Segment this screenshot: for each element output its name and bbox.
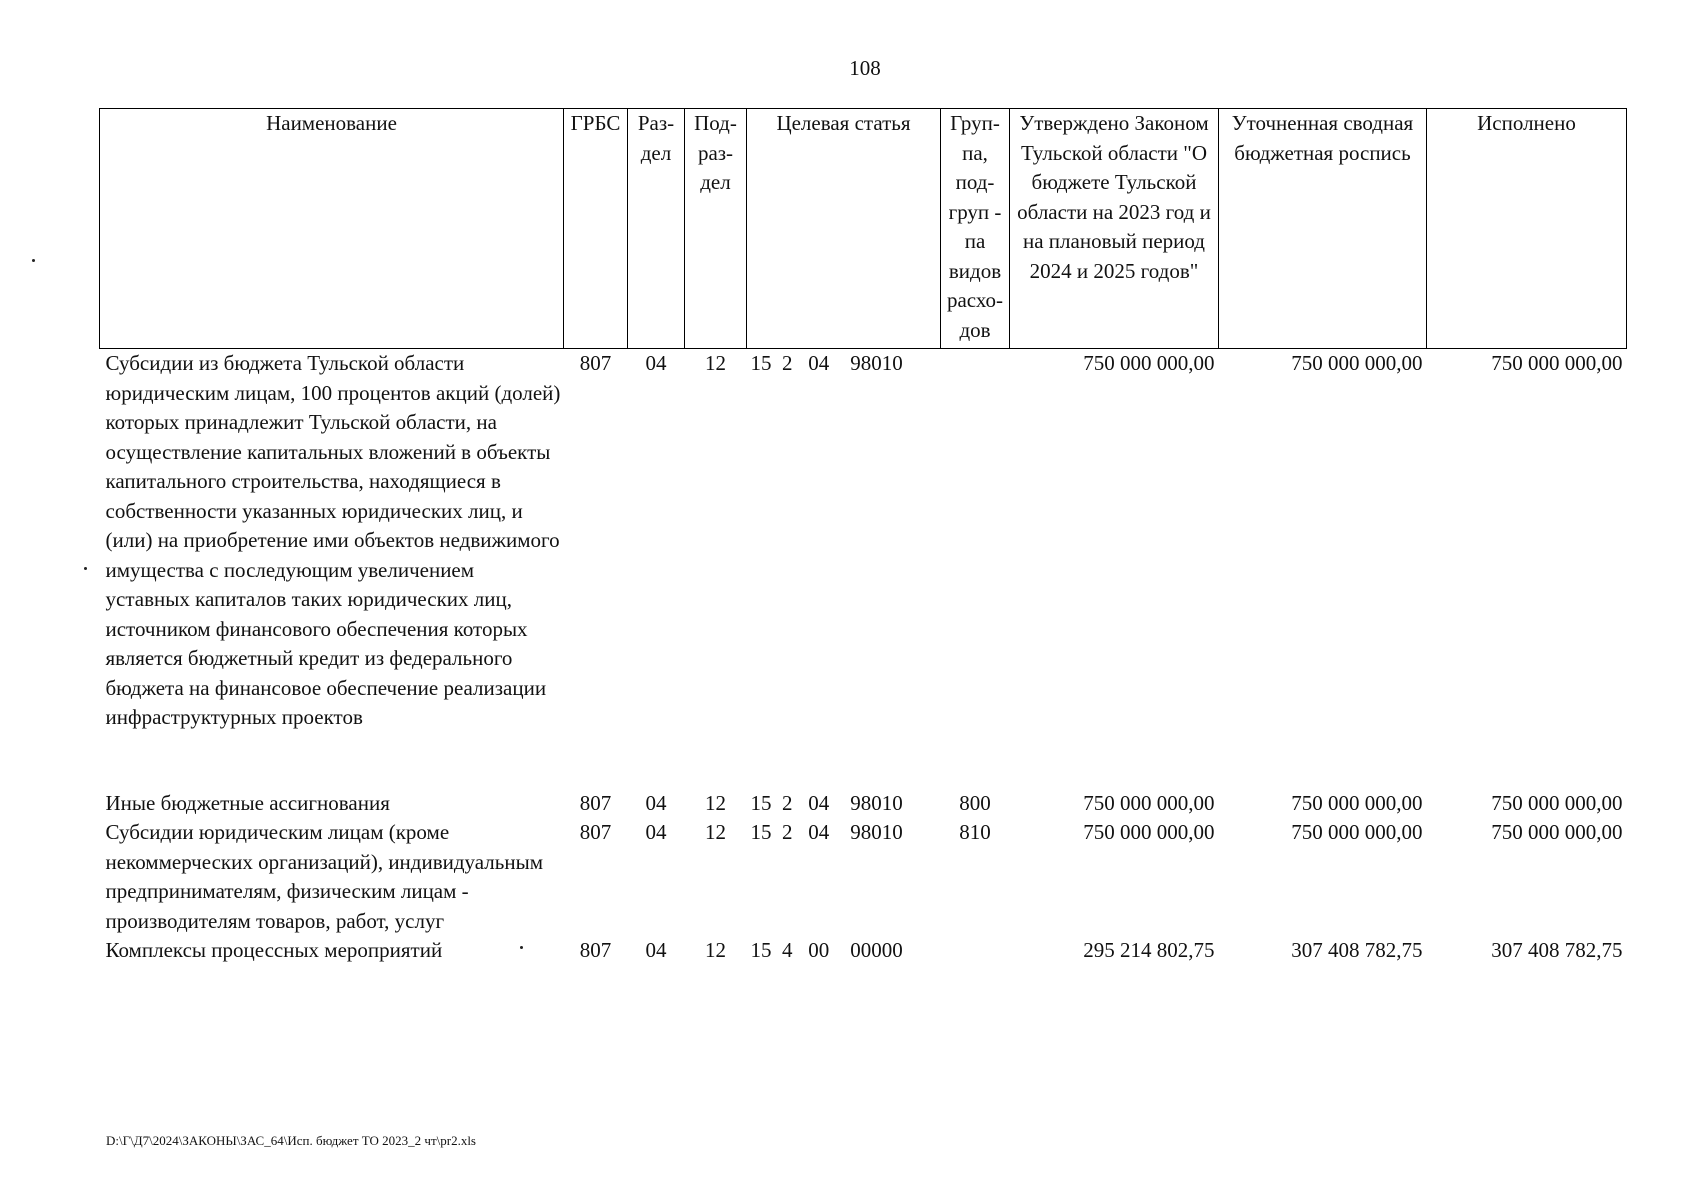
row-target: 15 2 04 98010 — [750, 351, 903, 375]
row-approved: 750 000 000,00 — [1083, 351, 1215, 375]
row-executed: 750 000 000,00 — [1491, 351, 1623, 375]
row-target: 15 2 04 98010 — [750, 790, 903, 815]
row-section: 04 — [645, 820, 667, 844]
spacer-row — [100, 733, 1627, 789]
row-section: 04 — [645, 938, 667, 962]
table-row — [100, 936, 1627, 966]
row-target: 15 4 00 00000 — [750, 938, 903, 962]
row-grbs: 807 — [579, 938, 612, 962]
row-group — [941, 349, 1010, 733]
row-grbs: 807 — [579, 790, 612, 815]
row-subsection: 12 — [705, 938, 726, 962]
row-name: Комплексы процессных мероприятий — [105, 938, 443, 962]
row-subsection: 12 — [705, 351, 726, 375]
row-name: Субсидии из бюджета Тульской области юридическим лицам, 100 процентов акций (долей) которых принадлежит Тульской области, на осуществление капитальных вложений в объекты капитального строительства, находящиеся в собственности указанных юридических лиц, и (или) на приобретение ими объектов недвижимого имущества с последующим увеличением уставных капиталов таких юридических лиц, источником финансового обеспечения которых является бюджетный кредит из федерального бюджета на финансовое обеспечение реализации инфраструктурных проектов — [105, 351, 561, 729]
row-name: Субсидии юридическим лицам (кроме некоммерческих организаций), индивидуальным предпринимателям, физическим лицам - производителям товаров, работ, услуг — [105, 820, 543, 933]
header-section: Раз- дел — [628, 109, 685, 349]
row-target: 15 2 04 98010 — [750, 820, 903, 844]
row-grbs: 807 — [579, 820, 612, 844]
file-path-footer: D:\Г\Д7\2024\ЗАКОНЫ\ЗАС_64\Исп. бюджет ТО 2023_2 чт\pr2.xls — [106, 1133, 476, 1148]
header-name: Наименование — [100, 109, 564, 349]
budget-table — [99, 108, 1627, 966]
row-refined: 750 000 000,00 — [1291, 351, 1423, 375]
header-executed: Исполнено — [1427, 109, 1627, 349]
row-refined: 307 408 782,75 — [1291, 938, 1423, 962]
row-executed: 750 000 000,00 — [1491, 790, 1623, 815]
row-section: 04 — [645, 351, 667, 375]
row-section: 04 — [645, 790, 667, 815]
row-refined: 750 000 000,00 — [1291, 790, 1423, 815]
row-subsection: 12 — [705, 790, 726, 815]
row-subsection: 12 — [705, 820, 726, 844]
scan-speck — [84, 567, 87, 570]
table-row — [100, 349, 1627, 733]
row-approved: 750 000 000,00 — [1083, 790, 1215, 815]
row-group: 810 — [959, 820, 991, 844]
table-row — [100, 789, 1627, 819]
header-refined: Уточненная сводная бюджетная роспись — [1219, 109, 1427, 349]
header-subsection: Под- раз- дел — [685, 109, 747, 349]
row-name: Иные бюджетные ассигнования — [105, 790, 390, 815]
row-approved: 750 000 000,00 — [1083, 820, 1215, 844]
header-target: Целевая статья — [747, 109, 941, 349]
page-number: 108 — [849, 56, 881, 80]
row-executed: 307 408 782,75 — [1491, 938, 1623, 962]
table-row — [100, 818, 1627, 936]
row-executed: 750 000 000,00 — [1491, 820, 1623, 844]
row-grbs: 807 — [579, 351, 612, 375]
scan-speck — [32, 259, 35, 262]
row-group: 800 — [959, 790, 991, 815]
header-grbs: ГРБС — [564, 109, 628, 349]
row-group — [941, 936, 1010, 966]
row-approved: 295 214 802,75 — [1083, 938, 1215, 962]
table-header-row — [100, 109, 1627, 349]
header-approved: Утверждено Законом Тульской области "О бюджете Тульской области на 2023 год и на плановый период 2024 и 2025 годов" — [1010, 109, 1219, 349]
scan-speck — [520, 946, 523, 949]
row-refined: 750 000 000,00 — [1291, 820, 1423, 844]
header-group: Груп- па, под- груп - па видов расхо- дов — [941, 109, 1010, 349]
